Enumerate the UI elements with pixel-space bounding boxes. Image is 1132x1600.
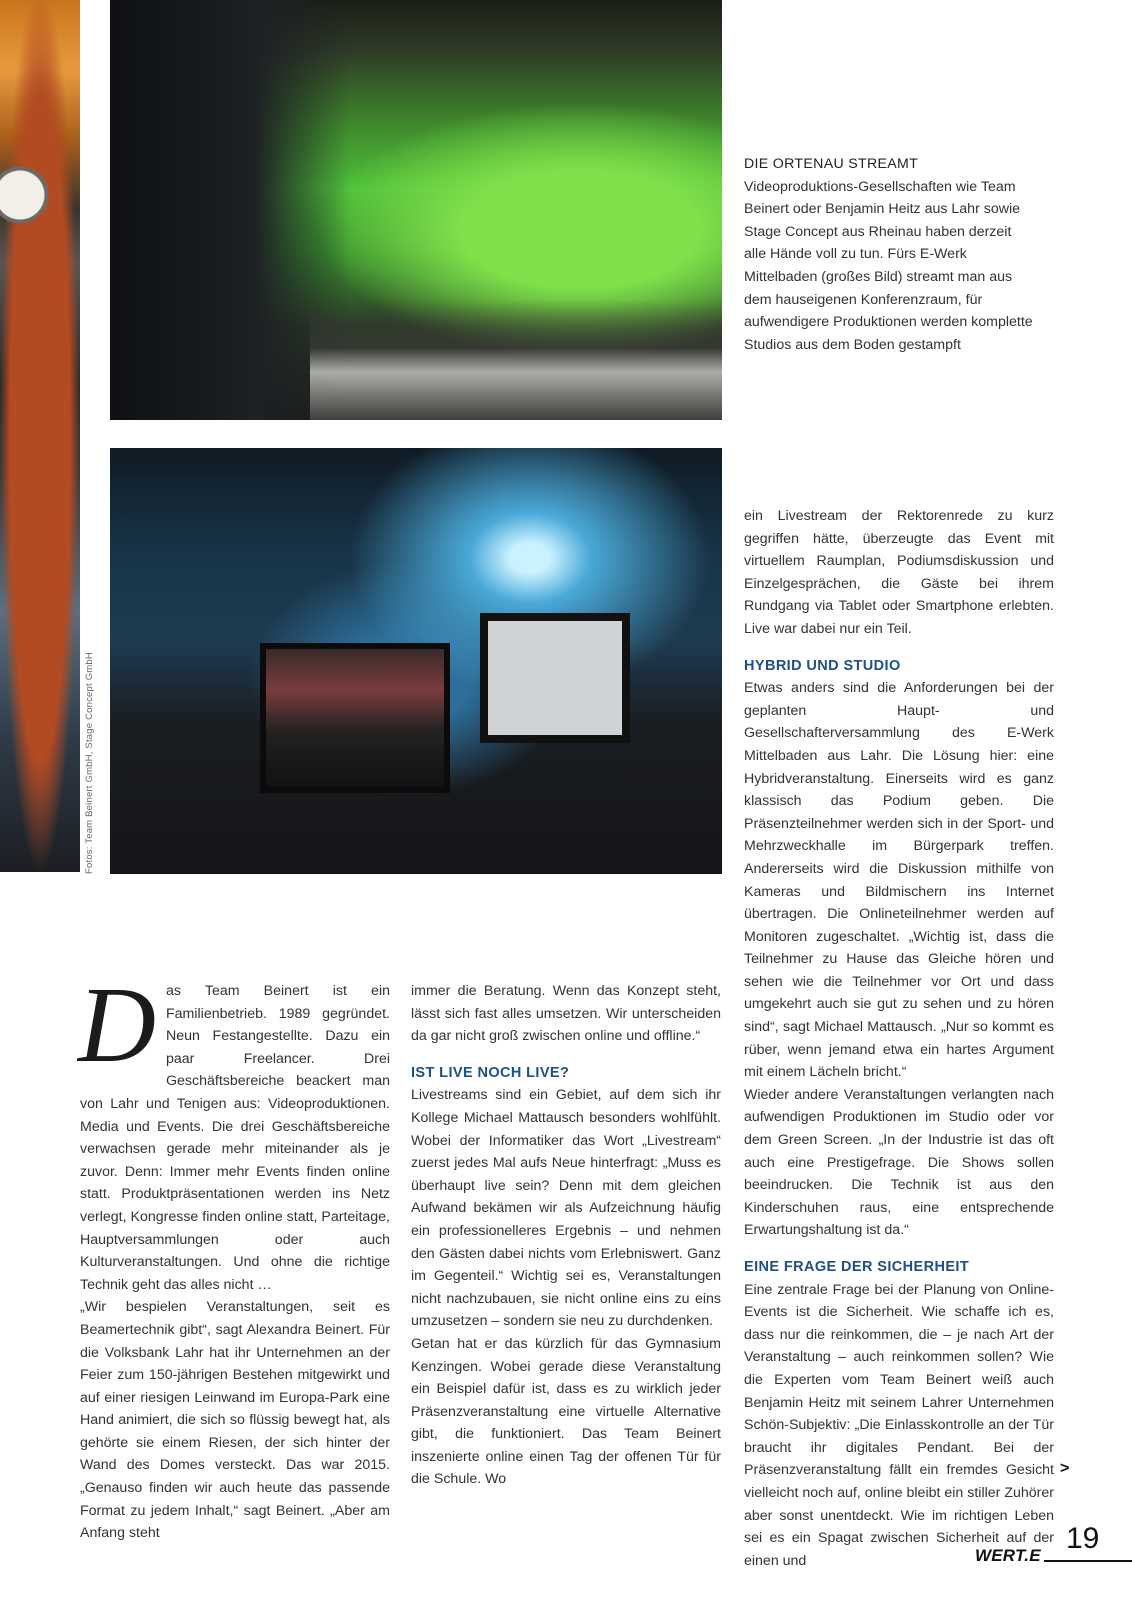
section-heading-security: EINE FRAGE DER SICHERHEIT xyxy=(744,1259,970,1275)
article-paragraph: Getan hat er das kürzlich für das Gymnasium Kenzingen. Wobei gerade diese Veranstaltung ein Beispiel dafür ist, dass es zu wirklich jeder Präsenzveranstaltung eine virtuelle Alternative gibt, die funktioniert. Das Team Beinert inszenierte online einen Tag der offenen Tür für die Schule. Wo xyxy=(411,1335,721,1488)
page-number: 19 xyxy=(1066,1522,1100,1555)
article-paragraph: as Team Beinert ist ein Familienbetrieb. 1989 gegründet. Neun Festangestellte. Dazu ein paar Freelancer. Drei Geschäftsbereiche beackert man von Lahr und Tenigen aus: Videoproduktionen. Media und Events. Die drei Geschäftsbereiche verwachsen gerade mehr miteinander als je zuvor. Denn: Immer mehr Events finden online statt. Produktpräsentationen werden ins Netz verlegt, Kongresse finden online statt, Parteitage, Hauptversammlungen oder auch Kulturveranstaltungen. Und ohne die richtige Technik geht das alles nicht … xyxy=(80,983,390,1293)
article-paragraph: Livestreams sind ein Gebiet, auf dem sich ihr Kollege Michael Mattausch besonders wohlfühlt. Wobei der Informatiker das Wort „Livestream“ zuerst jedes Mal aufs Neue hinterfragt: „Muss es überhaupt live sein? Denn mit dem gleichen Aufwand bekämen wir als Aufzeichnung häufig ein professionelleres Ergebnis – und nehmen den Gästen dabei nichts vom Erlebniswert. Ganz im Gegenteil.“ Wichtig sei es, Veranstaltungen nicht nachzubauen, sie nicht online eins zu eins umzusetzen – sondern sie neu zu durchdenken. xyxy=(411,1087,721,1330)
green-screen-studio-photo xyxy=(110,0,722,420)
stream-control-desk-photo xyxy=(110,448,722,874)
continue-arrow-icon: > xyxy=(1060,1460,1070,1477)
footer-divider xyxy=(1044,1560,1132,1562)
article-paragraph: Eine zentrale Frage bei der Planung von Online-Events ist die Sicherheit. Wie schaffe ich es, dass nur die reinkommen, die – je nach Art der Veranstaltung – auch reinkommen sollen? Wie die Experten vom Team Beinert weiß auch Benjamin Heitz mit seinem Lahrer Unternehmen Schön-Subjektiv: „Die Einlasskontrolle an der Tür braucht ihr digitales Pendant. Bei der Präsenzveranstaltung fällt ein fremdes Gesicht vielleicht noch auf, online bleibt ein stiller Zuhörer aber sonst unentdeckt. Wie im richtigen Leben sei es ein Spagat zwischen Sicherheit auf der einen und xyxy=(744,1281,1054,1569)
photo-credit: Fotos: Team Beinert GmbH, Stage Concept GmbH xyxy=(84,652,95,874)
caption-text: Videoproduktions-Gesellschaften wie Team Beinert oder Benjamin Heitz aus Lahr sowie Stage Concept aus Rheinau haben derzeit alle Hände voll zu tun. Fürs E-Werk Mittelbaden (großes Bild) streamt man aus dem hauseigenen Konferenzraum, für aufwendigere Produktionen werden komplette Studios aus dem Boden gestampft xyxy=(744,178,1033,353)
article-paragraph: „Wir bespielen Veranstaltungen, seit es Beamertechnik gibt“, sagt Alexandra Beinert. Für die Volksbank Lahr hat ihr Unternehmen an der Feier zum 150-jährigen Bestehen mitgewirkt und auf einer riesigen Leinwand im Europa-Park eine Hand animiert, die sich so flüssig bewegt hat, als gehörte sie einem Riesen, der sich hinter der Wand des Domes versteckt. Das war 2015. „Genauso finden wir auch heute das passende Format zu jedem Inhalt,“ sagt Beinert. „Aber am Anfang steht xyxy=(80,1299,390,1542)
studio-moderator-photo xyxy=(0,0,80,872)
section-heading-hybrid: HYBRID UND STUDIO xyxy=(744,657,901,674)
article-paragraph: Wieder andere Veranstaltungen verlangten nach aufwendigen Produktionen im Studio oder vor dem Green Screen. „In der Industrie ist das oft auch eine Prestigefrage. Die Shows sollen beeindrucken. Die Technik ist aus den Kinderschuhen raus, eine entsprechende Erwartungshaltung ist da.“ xyxy=(744,1086,1054,1239)
article-paragraph: Etwas anders sind die Anforderungen bei der geplanten Haupt- und Gesellschafterversammlung des E-Werk Mittelbaden aus Lahr. Die Lösung hier: eine Hybridveranstaltung. Einerseits wird es ganz klassisch das Podium geben. Die Präsenzteilnehmer werden sich in der Sport- und Mehrzweckhalle im Bürgerpark treffen. Andererseits wird die Diskussion mithilfe von Kameras und Bildmischern ins Internet übertragen. Die Onlineteilnehmer werden auf Monitoren zugeschaltet. „Wichtig ist, dass die Teilnehmer zu Hause das Gleiche hören und sehen wie die Teilnehmer vor Ort und dass umgekehrt auch sie gut zu sehen und zu hören sind“, sagt Michael Mattausch. „Nur so kommt es rüber, wenn jemand etwa ein hartes Argument mit einem Lächeln bricht.“ xyxy=(744,680,1054,1081)
photo-caption xyxy=(744,153,1034,356)
article-column-2 xyxy=(411,980,721,1491)
caption-title: DIE ORTENAU STREAMT xyxy=(744,156,919,172)
article-paragraph: immer die Beratung. Wenn das Konzept steht, lässt sich fast alles umsetzen. Wir unterscheiden da gar nicht groß zwischen online und offline.“ xyxy=(411,983,721,1045)
magazine-brand: WERT.E xyxy=(975,1546,1041,1565)
drop-cap: D xyxy=(78,966,156,1085)
article-paragraph: ein Livestream der Rektorenrede zu kurz gegriffen hätte, überzeugte das Event mit virtuellem Raumplan, Podiumsdiskussion und Einzelgesprächen, die Gäste bei ihrem Rundgang via Tablet oder Smartphone erlebten. Live war dabei nur ein Teil. xyxy=(744,508,1054,637)
article-column-3 xyxy=(744,505,1054,1572)
section-heading-live: IST LIVE NOCH LIVE? xyxy=(411,1064,570,1081)
article-column-1 xyxy=(78,966,390,1545)
